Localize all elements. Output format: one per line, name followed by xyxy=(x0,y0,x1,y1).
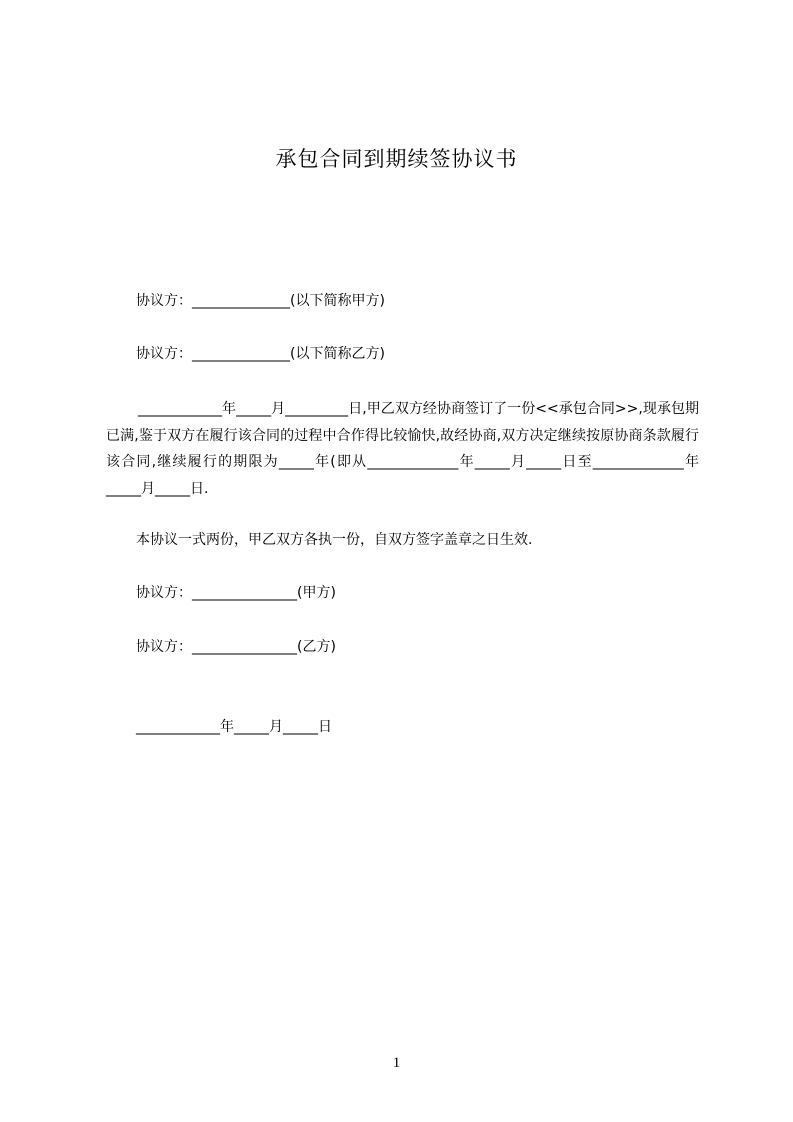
page-number: 1 xyxy=(392,1055,401,1071)
party-b-line: 协议方：______________(以下简称乙方) xyxy=(136,346,385,362)
body-paragraph xyxy=(106,396,699,502)
party-a-line: 协议方：______________(以下简称甲方) xyxy=(136,293,385,309)
signature-party-b: 协议方：_______________(乙方) xyxy=(136,639,336,655)
signing-date: ____________年_____月_____日 xyxy=(136,719,332,735)
effect-paragraph: 本协议一式两份，甲乙双方各执一份，自双方签字盖章之日生效. xyxy=(136,532,533,548)
signature-party-a: 协议方：_______________(甲方) xyxy=(136,585,336,601)
body-paragraph-text: ____________年_____月_________日,甲乙双方经协商签订了一份<<承包合同>>,现承包期已满,鉴于双方在履行该合同的过程中合作得比较愉快,故经协商,双方决定继续按原协商条款履行该合同,继续履行的期限为_____年(即从_____________年_____月_____日至_____________年_____月_____日. xyxy=(106,401,699,497)
document-title: 承包合同到期续签协议书 xyxy=(275,147,518,171)
